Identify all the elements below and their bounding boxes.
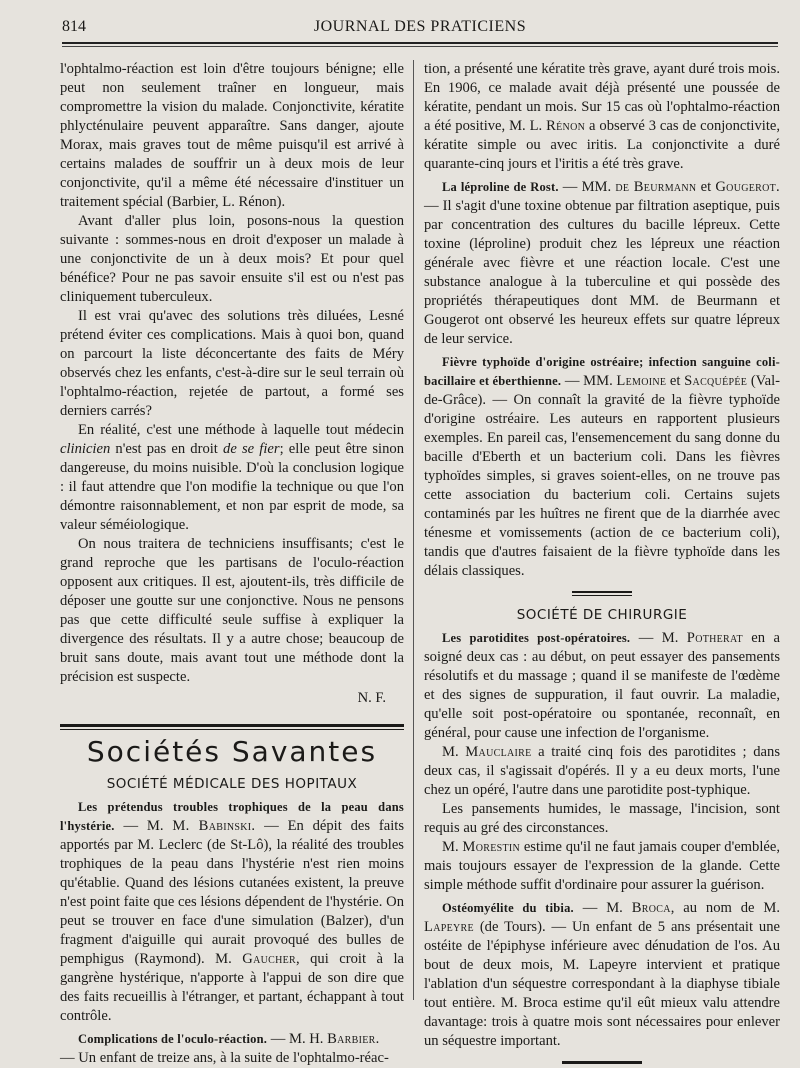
journal-title: JOURNAL DES PRATICIENS xyxy=(313,18,527,35)
left-column xyxy=(60,60,404,1068)
hospital-section-heading: SOCIÉTÉ MÉDICALE DES HOPITAUX xyxy=(106,776,358,792)
article-complications: Complications de l'oculo-réaction. — M. H. Barbier. — Un enfant de treize ans, à la suite de l'ophtalmo-réac- xyxy=(60,1031,389,1066)
separator xyxy=(572,595,632,596)
header-rule xyxy=(62,42,778,44)
paragraph: Il est vrai qu'avec des solutions très diluées, Lesné prétend éviter ces complications. Mais à quoi bon, quand on parcourt la liste déconcertante des faits de Méry observés chez les enfants, c'est-à-dire sur le seul terrain où l'ophtalmo-réaction, rejetée de partout, a formé ses derniers carrés? xyxy=(60,308,404,419)
signature: N. F. xyxy=(357,690,386,706)
paragraph: Avant d'aller plus loin, posons-nous la question suivante : sommes-nous en droit d'exposer un malade à une conjonctivite de un à deux mois? Et pour quel bénéfice? Pour ne pas savoir ensuite s'il est ou n'est pas cliniquement tuberculeux. xyxy=(60,213,404,305)
article-typhoide: Fièvre typhoïde d'origine ostréaire; infection sanguine coli-bacillaire et éberthienne. — MM. Lemoine et Sacquépée (Val-de-Grâce). — On connaît la gravité de la fièvre typhoïde d'origine ostréaire. Les auteurs en rapportent plusieurs exemples. En pareil cas, l'ensemencement du sang donne du bacille d'Eberth et un bacterium coli. Dans les fièvres typhoïdes simples, si graves soient-elles, on ne trouve pas cette association du bacterium coli. Certains sujets contaminés par les huîtres ne firent que de la diarrhée avec ténesme et vomissements (action de ce bacterium coli), tandis que d'autres faisaient de la fièvre typhoïde dans les délais classiques. xyxy=(424,355,780,579)
article-leproline: La léproline de Rost. — MM. de Beurmann et Gougerot. — Il s'agit d'une toxine obtenue par filtration aseptique, puis par concentration des cultures du bacille lépreux. Cette toxine (léproline) produit chez les lépreux une réaction générale avec fièvre et une réaction locale. C'est une substance analogue à la tuberculine et qui possède des propriétés thérapeutiques dont MM. de Beurmann et Gougerot ont observé les heureux effets sur quatre lépreux de leur service. xyxy=(424,179,780,347)
paragraph: M. Mauclaire a traité cinq fois des parotidites ; dans deux cas, il s'agissait d'opérés. Il y a eu deux morts, l'une chez un opéré, l'autre dans une parotidite post-typhique. xyxy=(424,744,781,798)
paragraph: M. Morestin estime qu'il ne faut jamais couper d'emblée, mais toujours essayer de l'expression de la glande. Cette simple méthode suffit d'ordinaire pour assurer la guérison. xyxy=(424,839,780,893)
header-rule-thin xyxy=(62,46,778,47)
column-divider xyxy=(413,60,414,1000)
paragraph: tion, a présenté une kératite très grave, ayant duré trois mois. En 1906, ce malade avait déjà présenté une poussée de kératite, pendant un mois. Sur 15 cas où l'ophtalmo-réaction a été positive, M. L. Rénon a observé 3 cas de conjonctivite, kératite simple ou avec iritis. La conjonctivite a duré quarante-cinq jours et l'iritis a été très grave. xyxy=(424,61,781,172)
surgery-section-heading: SOCIÉTÉ DE CHIRURGIE xyxy=(516,607,688,623)
page-number: 814 xyxy=(62,18,86,35)
page-header xyxy=(62,18,778,40)
paragraph: En réalité, c'est une méthode à laquelle tout médecin clinicien n'est pas en droit de se fier; elle peut être sinon dangereuse, du moins nuisible. D'où la conclusion logique : il faut attendre que l'on modifie la technique ou que l'on démontre raisonnablement, et non par esprit de mode, sa valeur séméiologique. xyxy=(60,422,404,533)
paragraph: l'ophtalmo-réaction est loin d'être toujours bénigne; elle peut non seulement traîner en longueur, mais compromettre la vision du malade. Conjonctivite, kératite phlycténulaire peuvent apparaître. Sans danger, ajoute Morax, mais graves tout de même puisqu'il est arrivé à certains malades de souffrir un à deux mois de leur conjonctivite, qu'il a même été nécessaire d'instituer un traitement spécial (Barbier, L. Rénon). xyxy=(60,61,404,210)
section-rule xyxy=(60,724,404,727)
section-rule-thin xyxy=(60,729,404,730)
right-column xyxy=(424,60,780,1064)
article-parotidites: Les parotidites post-opératoires. — M. Potherat en a soigné deux cas : au début, on peut essayer des pansements résolutifs et du massage ; quand il se manifeste de l'œdème et des signes de suppuration, il faut ouvrir. La maladie, qu'elle soit post-opératoire ou spontanée, reconnaît, en général, pour cause une infection de l'organisme. xyxy=(424,630,780,741)
paragraph: Les pansements humides, le massage, l'incision, sont requis au gré des circonstances. xyxy=(424,801,780,836)
paragraph: On nous traitera de techniciens insuffisants; c'est le grand reproche que les partisans de l'oculo-réaction opposent aux critiques. Il est, ajoutent-ils, très difficile de déposer une goutte sur une conjonctive. Nous ne pensons pas que cette difficulté seule suffise à expliquer la divergence des résultats. Il y a autre chose; beaucoup de bruit sans doute, mais avant tout une méthode dont la précision est suspecte. xyxy=(60,536,404,685)
societies-title: Sociétés Savantes xyxy=(86,735,378,768)
article-osteomyelite: Ostéomyélite du tibia. — M. Broca, au nom de M. Lapeyre (de Tours). — Un enfant de 5 ans présentait une ostéite de l'épiphyse inférieure avec dénudation de l'os. Au bout de deux mois, M. Lapeyre intervient et pratique l'ablation d'un séquestre correspondant à la diaphyse tibiale tout entière. M. Broca estime qu'il eût mieux valu attendre davantage: trois à quatre mois sont nécessaires pour enlever un séquestre important. xyxy=(424,900,780,1049)
article-troubles: Les prétendus troubles trophiques de la peau dans l'hystérie. — M. M. Babinski. — En dépit des faits apportés par M. Leclerc (de St-Lô), la réalité des troubles trophiques de la peau dans l'hystérie n'est rien moins qu'établie. Quand des lésions cutanées existent, la preuve n'est point faite que ces lésions dépendent de l'hystérie. On peut se trouver en face d'une simulation (Balzer), d'un fragment d'aiguille qui aurait provoqué des bulles de pemphigus (Raymond). M. Gaucher, qui croit à la gangrène hystérique, n'apporte à l'appui de son dire que des faits recueillis à l'étranger, et partant, échappant à tout contrôle. xyxy=(60,800,405,1024)
end-separator xyxy=(562,1061,642,1064)
separator xyxy=(572,591,632,593)
